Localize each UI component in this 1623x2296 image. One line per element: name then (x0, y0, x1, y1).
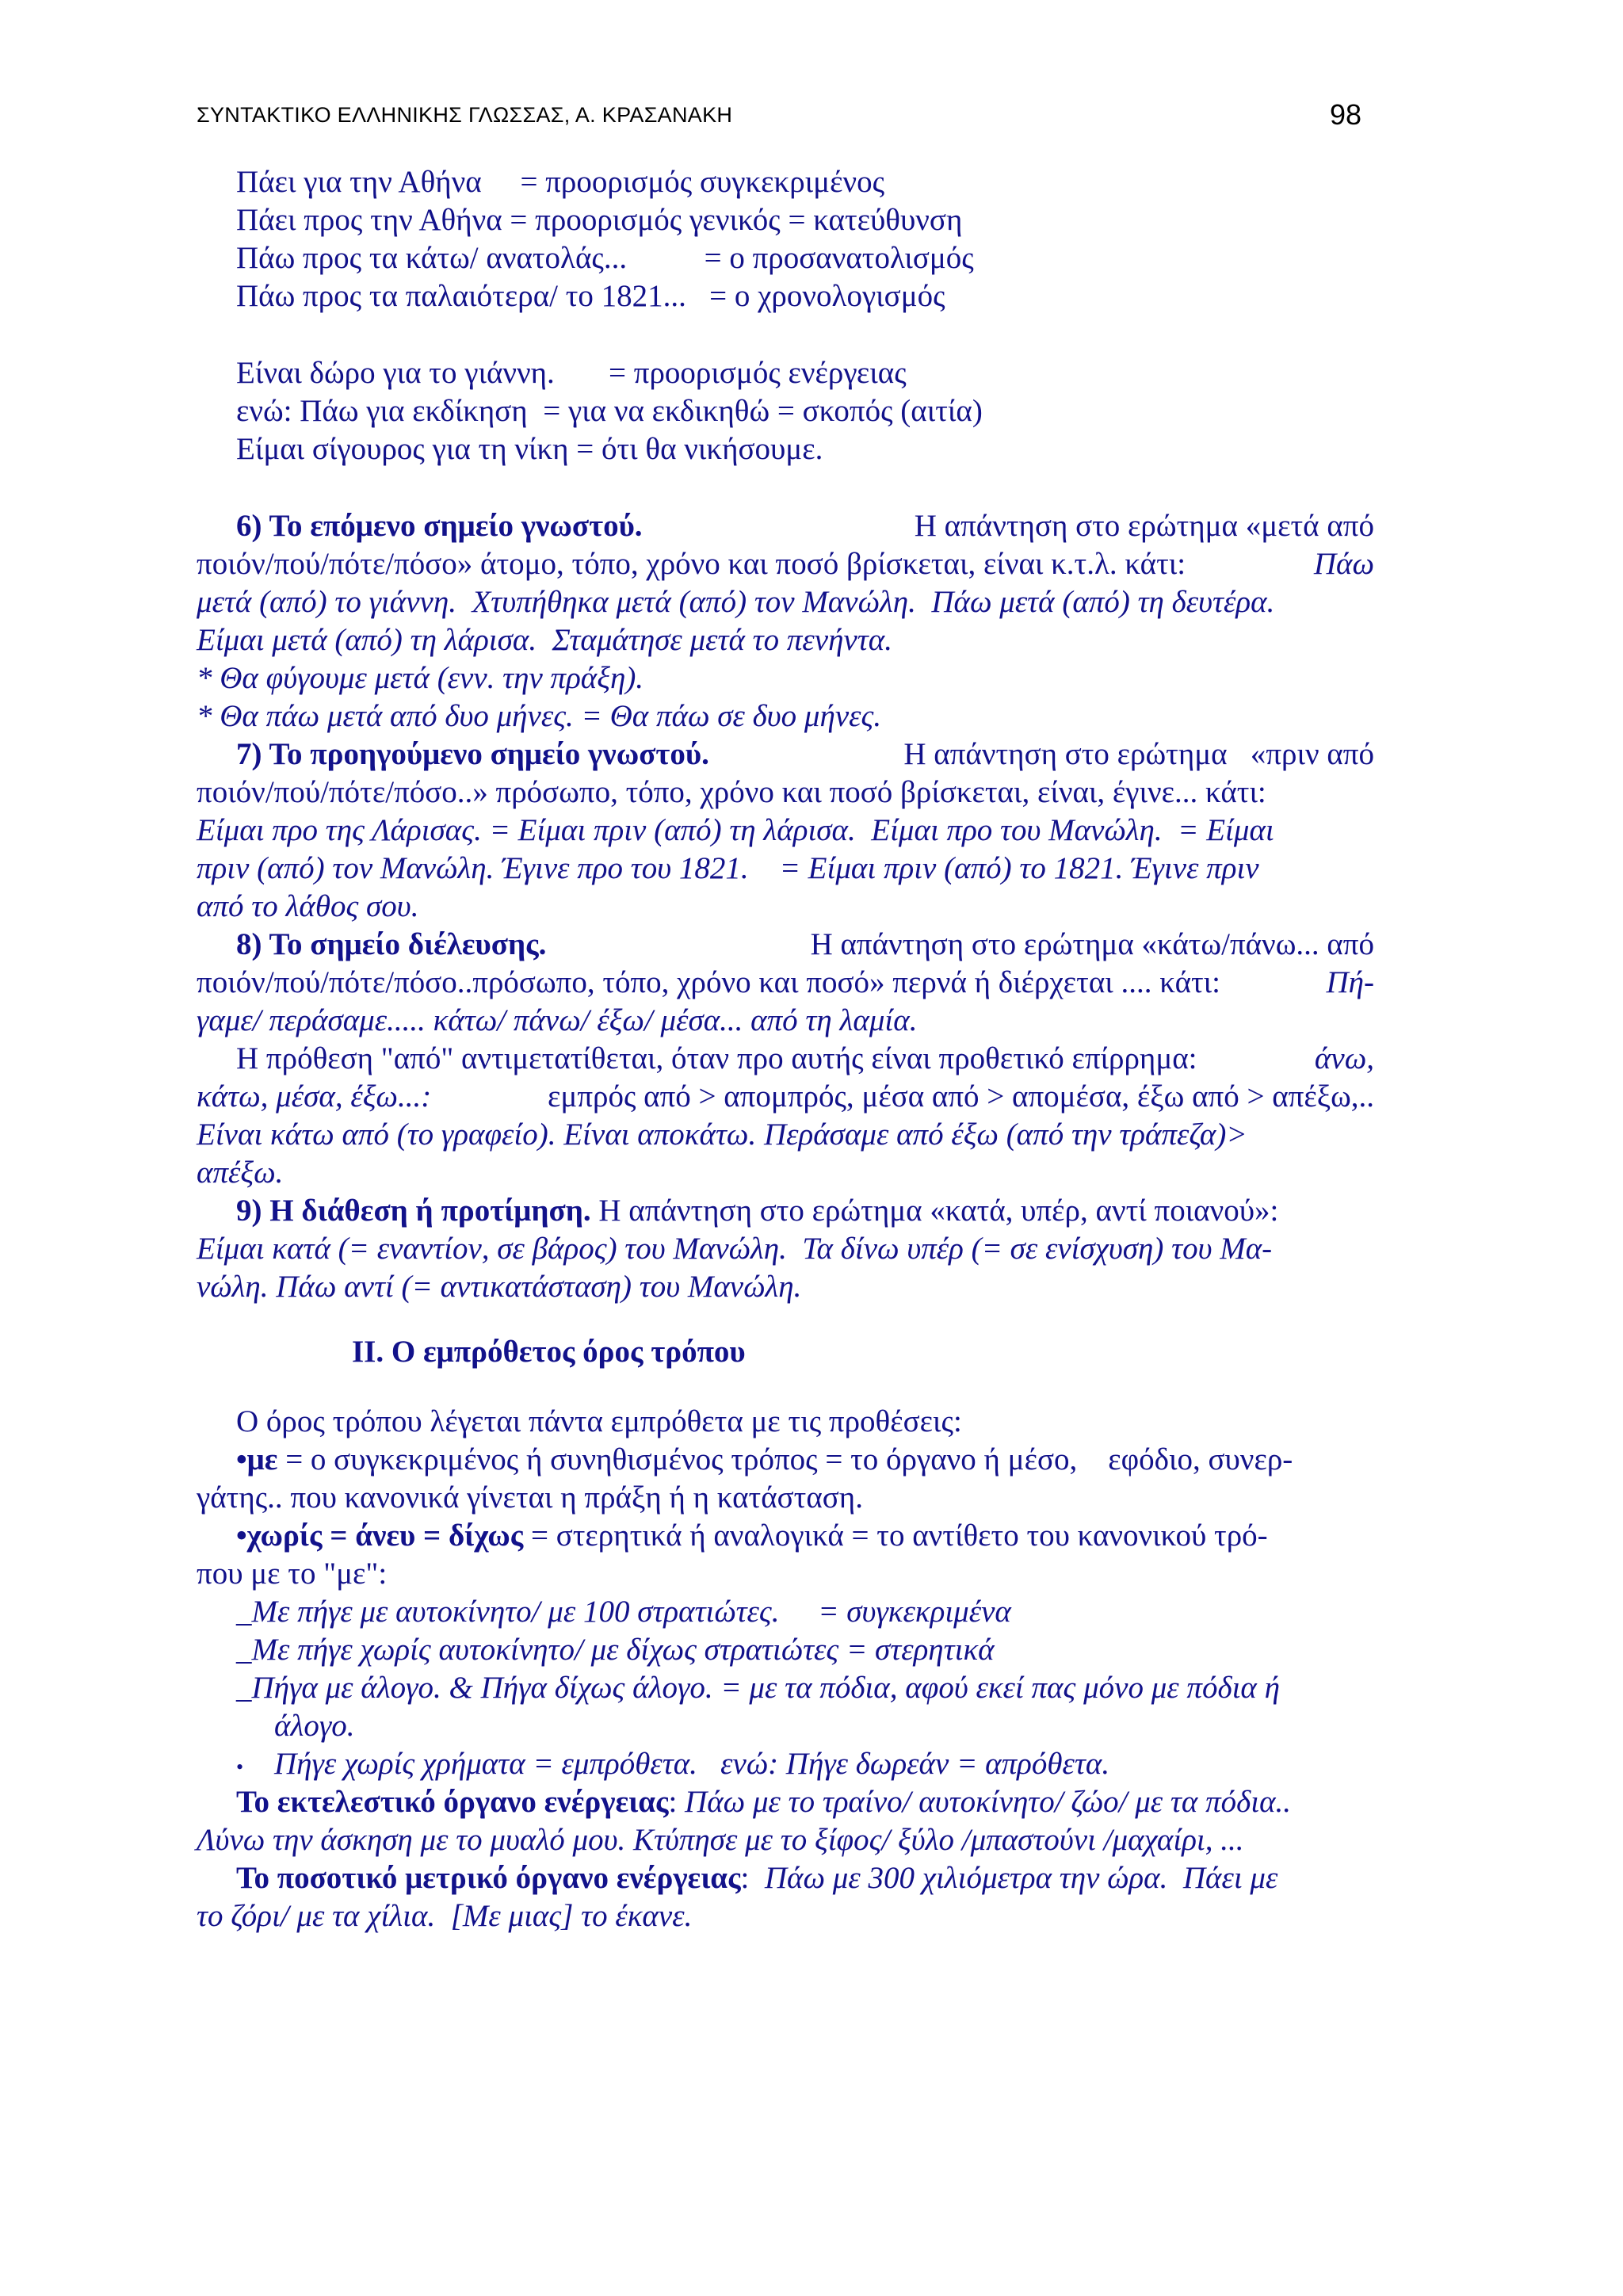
manner-section: Ο όρος τρόπου λέγεται πάντα εμπρόθετα με τις προθέσεις: •με = ο συγκεκριμένος ή συνηθισμένος τρόπος = το όργανο ή μέσο, εφόδιο, συνερ- γάτης.. που κανονικά γίνεται η πράξη ή η κατάσταση. •χωρίς = άνευ = δίχως = στερητικά ή αναλογικά = το αντίθετο του κανονικού τρό- που με το "με": _Με πήγε με αυτοκίνητο/ με 100 στρατιώτες. = συγκεκριμένα _Με πήγε χωρίς αυτοκίνητο/ με δίχως στρατιώτες = στερητικά _Πήγα με άλογο. & Πήγα δίχως άλογο. = με τα πόδια, αφού εκεί πας μόνο με πόδια ή άλογο. • Πήγε χωρίς χρήματα = εμπρόθετα. ενώ: Πήγε δωρεάν = απρόθετα. Το εκτελεστικό όργανο ενέργειας: Πάω με το τραίνο/ αυτοκίνητο/ ζώο/ με τα πόδια.. Λύνω την άσκηση με το μυαλό μου. Κτύπησε με το ξίφος/ ξύλο /μπαστούνι /μαχαίρι, ... Το ποσοτικό μετρικό όργανο ενέργειας: Πάω με 300 χιλιόμετρα την ώρα. Πάει με το ζόρι/ με τα χίλια. [Με μιας] το έκανε. (197, 1403, 1374, 1935)
subheading: Το ποσοτικό μετρικό όργανο ενέργειας (236, 1861, 741, 1895)
text-line: ποιόν/πού/πότε/πόσο..» πρόσωπο, τόπο, χρόνο και ποσό βρίσκεται, είναι, έγινε... κάτι: (197, 775, 1266, 809)
prepositions-examples-block (197, 163, 1374, 315)
paragraph-section-8: 8) Το σημείο διέλευσης. Η απάντηση στο ερώτημα «κάτω/πάνω... από ποιόν/πού/πότε/πόσο..πρόσωπο, τόπο, χρόνο και ποσό» περνά ή διέρχεται .... κάτι: Πή- γαμε/ περάσαμε..... κάτω/ πάνω/ έξω/ μέσα... από τη λαμία. Η πρόθεση "από" αντιμετατίθεται, όταν προ αυτής είναι προθετικό επίρρημα: άνω, κάτω, μέσα, έξω...: εμπρός από > απομπρός, μέσα από > απομέσα, έξω από > απέξω,.. Είναι κάτω από (το γραφείο). Είναι αποκάτω. Περάσαμε από έξω (από την τράπεζα)> απέξω. (197, 926, 1374, 1192)
subheading: Το εκτελεστικό όργανο ενέργειας (236, 1785, 669, 1819)
example-line: * Θα πάω μετά από δυο μήνες. = Θα πάω σε δυο μήνες. (197, 699, 882, 733)
example-line: το ζόρι/ με τα χίλια. [Με μιας] το έκανε. (197, 1899, 693, 1933)
example-line: Είμαι προ της Λάρισας. = Είμαι πριν (από) τη λάρισα. Είμαι προ του Μανώλη. = Είμαι (197, 813, 1274, 847)
header-title: ΣΥΝΤΑΚΤΙΚΟ ΕΛΛΗΝΙΚΗΣ ΓΛΩΣΣΑΣ, Α. ΚΡΑΣΑΝΑΚΗ (197, 103, 733, 127)
text-line: Πάει για την Αθήνα = προορισμός συγκεκριμένος (236, 165, 885, 199)
page-header (197, 97, 1361, 136)
page-body (197, 163, 1374, 1935)
example-line: νώλη. Πάω αντί (= αντικατάσταση) του Μανώλη. (197, 1270, 802, 1304)
section-heading: 7) Το προηγούμενο σημείο γνωστού. (236, 737, 709, 771)
text-line: που με το "με": (197, 1557, 388, 1591)
bullet-icon: • (236, 1519, 247, 1553)
paragraph-section-7: 7) Το προηγούμενο σημείο γνωστού. Η απάντηση στο ερώτημα «πριν από ποιόν/πού/πότε/πόσο..» πρόσωπο, τόπο, χρόνο και ποσό βρίσκεται, είναι, έγινε... κάτι: Είμαι προ της Λάρισας. = Είμαι πριν (από) τη λάρισα. Είμαι προ του Μανώλη. = Είμαι πριν (από) τον Μανώλη. Έγινε προ του 1821. = Είμαι πριν (από) το 1821. Έγινε πριν από το λάθος σου. (197, 735, 1374, 926)
example-line: Είμαι κατά (= εναντίον, σε βάρος) του Μανώλη. Τα δίνω υπέρ (= σε ενίσχυση) του Μα- (197, 1232, 1273, 1266)
example-line: από το λάθος σου. (197, 889, 419, 923)
example-line: γαμε/ περάσαμε..... κάτω/ πάνω/ έξω/ μέσα... από τη λαμία. (197, 1003, 918, 1037)
paragraph-section-9: 9) Η διάθεση ή προτίμηση. Η απάντηση στο ερώτημα «κατά, υπέρ, αντί ποιανού»: Είμαι κατά (= εναντίον, σε βάρος) του Μανώλη. Τα δίνω υπέρ (= σε ενίσχυση) του Μα- νώλη. Πάω αντί (= αντικατάσταση) του Μανώλη. (197, 1192, 1374, 1306)
example-line: * Θα φύγουμε μετά (ενν. την πράξη). (197, 661, 644, 695)
example-line: Λύνω την άσκηση με το μυαλό μου. Κτύπησε με το ξίφος/ ξύλο /μπαστούνι /μαχαίρι, ... (197, 1823, 1244, 1857)
page-number: 98 (1329, 98, 1361, 131)
bullet-icon: • (236, 1442, 247, 1477)
example-line: Είναι κάτω από (το γραφείο). Είναι αποκάτω. Περάσαμε από έξω (από την τράπεζα)> (197, 1117, 1247, 1152)
section-heading: 8) Το σημείο διέλευσης. (236, 927, 547, 961)
section-heading: 6) Το επόμενο σημείο γνωστού. (236, 509, 643, 543)
example-line: _Με πήγε χωρίς αυτοκίνητο/ με δίχως στρατιώτες = στερητικά (236, 1633, 995, 1667)
text-line: Είμαι σίγουρος για τη νίκη = ότι θα νικήσουμε. (236, 432, 823, 466)
example-line: άλογο. (274, 1709, 355, 1743)
paragraph-section-6: 6) Το επόμενο σημείο γνωστού. Η απάντηση στο ερώτημα «μετά από ποιόν/πού/πότε/πόσο» άτομο, τόπο, χρόνο και ποσό βρίσκεται, είναι κ.τ.λ. κάτι: Πάω μετά (από) το γιάννη. Χτυπήθηκα μετά (από) τον Μανώλη. Πάω μετά (από) τη δευτέρα. Είμαι μετά (από) τη λάρισα. Σταμάτησε μετά το πενήντα. * Θα φύγουμε μετά (ενν. την πράξη). * Θα πάω μετά από δυο μήνες. = Θα πάω σε δυο μήνες. (197, 507, 1374, 735)
example-line: _Πήγα με άλογο. & Πήγα δίχως άλογο. = με τα πόδια, αφού εκεί πας μόνο με πόδια ή (236, 1671, 1280, 1705)
text-line: γάτης.. που κανονικά γίνεται η πράξη ή η κατάσταση. (197, 1480, 863, 1515)
section-title: ΙΙ. Ο εμπρόθετος όρος τρόπου (352, 1335, 746, 1369)
text-line: Ο όρος τρόπου λέγεται πάντα εμπρόθετα με τις προθέσεις: (236, 1404, 962, 1438)
example-line: απέξω. (197, 1156, 284, 1190)
example-line: πριν (από) τον Μανώλη. Έγινε προ του 1821. = Είμαι πριν (από) το 1821. Έγινε πριν (197, 851, 1259, 885)
example-line: _Με πήγε με αυτοκίνητο/ με 100 στρατιώτες. = συγκεκριμένα (236, 1595, 1011, 1629)
example-line: Είμαι μετά (από) τη λάρισα. Σταμάτησε μετά το πενήντα. (197, 623, 892, 657)
purpose-examples-block (197, 354, 1374, 468)
text-line: Πάει προς την Αθήνα = προορισμός γενικός = κατεύθυνση (236, 203, 963, 237)
bullet-icon: • (236, 1755, 244, 1778)
text-line: Πάω προς τα παλαιότερα/ το 1821... = ο χρονολογισμός (236, 279, 945, 313)
text-line: ενώ: Πάω για εκδίκηση = για να εκδικηθώ = σκοπός (αιτία) (236, 394, 983, 428)
text-line: Είναι δώρο για το γιάννη. = προορισμός ενέργειας (236, 356, 907, 390)
section-heading: 9) Η διάθεση ή προτίμηση. (236, 1194, 591, 1228)
example-line: μετά (από) το γιάννη. Χτυπήθηκα μετά (από) τον Μανώλη. Πάω μετά (από) τη δευτέρα. (197, 585, 1275, 619)
text-line: Πάω προς τα κάτω/ ανατολάς... = ο προσανατολισμός (236, 241, 974, 275)
